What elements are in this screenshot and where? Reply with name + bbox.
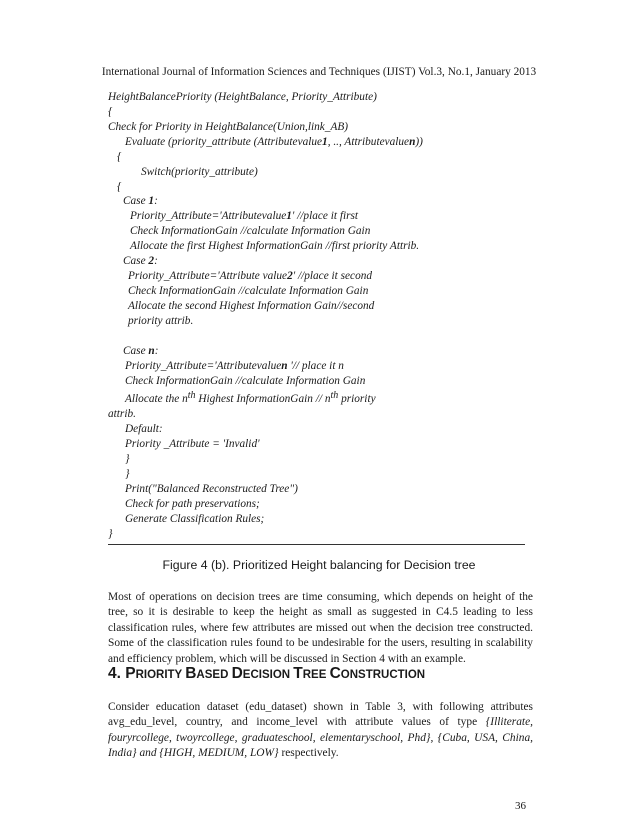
code-line: Generate Classification Rules; (125, 513, 265, 525)
code-line: Print("Balanced Reconstructed Tree") (125, 483, 298, 495)
code-line: { (108, 106, 113, 118)
code-line: Allocate the $n^{th}$ Highest InformationGain // $n^{th}$ priority (125, 390, 376, 405)
body-paragraph: Consider education dataset (edu_dataset) shown in Table 3, with following attributes avg_edu_level, country, and income_level with attribute values of type {Illiterate, fouryrcollege, twoyrcollege, graduateschool, elementaryschool, Phd}, {Cuba, USA, China, India} and {HIGH, MEDIUM, LOW} respectively. (108, 701, 533, 760)
code-line: Switch(priority_attribute) (141, 166, 258, 178)
code-line: Priority_Attribute='Attribute value2' //place it second (128, 270, 373, 282)
code-line: Default: (125, 423, 163, 435)
code-line: { (117, 151, 122, 163)
code-line: Allocate the first Highest InformationGain //first priority Attrib. (130, 240, 420, 252)
code-line: Priority _Attribute = 'Invalid' (125, 438, 260, 450)
figure-divider (108, 544, 525, 545)
code-line: priority attrib. (128, 315, 194, 327)
code-line: Allocate the second Highest Information Gain//second (128, 300, 375, 312)
code-line: Priority_Attribute='Attributevaluen '// place it n (125, 360, 344, 372)
running-header: International Journal of Information Sciences and Techniques (IJIST) Vol.3, No.1, January 2013 (101, 66, 537, 78)
figure-caption: Figure 4 (b). Prioritized Height balancing for Decision tree (162, 558, 476, 572)
body-paragraph: Most of operations on decision trees are time consuming, which depends on height of the tree, so it is desirable to keep the height as small as suggested in C4.5 leading to less classification rules, where few attributes are missed out when the decision tree constructed. Some of the classification rules found to be undesirable for the users, resulting in scalability and efficiency problem, which will be discussed in Section 4 with an example. (108, 591, 533, 665)
page-number: 36 (515, 800, 526, 812)
code-line: Check for Priority in HeightBalance(Union,link_AB) (108, 121, 349, 133)
code-line: } (108, 528, 113, 540)
code-line: Case 2: (123, 255, 158, 267)
code-line: Case 1: (123, 195, 158, 207)
code-line: Check for path preservations; (125, 498, 260, 510)
code-line: Evaluate (priority_attribute (Attributevalue1, .., Attributevaluen)) (125, 136, 423, 148)
code-line: HeightBalancePriority (HeightBalance, Priority_Attribute) (108, 91, 377, 103)
code-line: Check InformationGain //calculate Information Gain (130, 225, 371, 237)
code-line: Check InformationGain //calculate Information Gain (125, 375, 366, 387)
code-line: attrib. (108, 408, 136, 420)
code-line: } (125, 453, 130, 465)
code-line: Priority_Attribute='Attributevalue1' //place it first (130, 210, 359, 222)
section-heading: 4. PRIORITY BASED DECISION TREE CONSTRUCTION (108, 665, 426, 682)
code-line: } (125, 468, 130, 480)
code-line: Check InformationGain //calculate Information Gain (128, 285, 369, 297)
code-line: { (117, 181, 122, 193)
code-line: Case n: (123, 345, 159, 357)
